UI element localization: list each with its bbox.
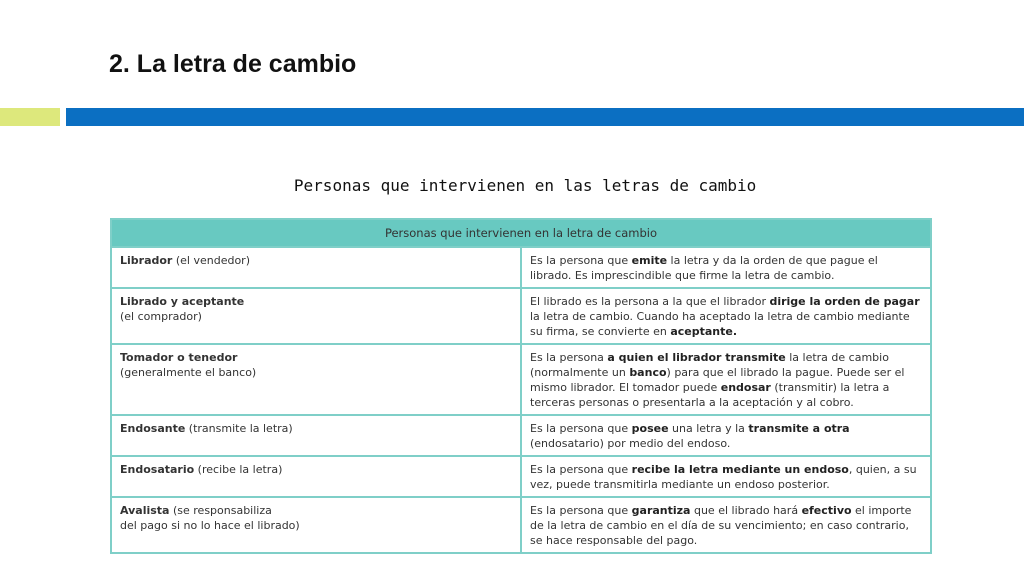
text: (recibe la letra) [194,463,283,476]
bold-text: Librador [120,254,173,267]
text: Es la persona que [530,422,632,435]
text: (el comprador) [120,310,202,323]
text: , quien, a su vez, puede transmitirla mediante un endoso posterior. [530,463,917,491]
description-cell [521,344,931,415]
role-cell [111,456,521,497]
description-cell [521,415,931,456]
bold-text: a quien el librador transmite [607,351,786,364]
text: El librado es la persona a la que el librador [530,295,770,308]
text: (endosatario) por medio del endoso. [530,437,731,450]
table-header-row [111,219,931,247]
text: la letra de cambio (normalmente un [530,351,889,379]
role-cell [111,497,521,553]
text: (se responsabiliza [169,504,272,517]
table-row [111,497,931,553]
description-cell [521,247,931,288]
table-row [111,415,931,456]
bold-text: posee [631,422,669,435]
bold-text: transmite a otra [748,422,850,435]
bold-text: Tomador o tenedor [120,351,238,364]
text: una letra y la [668,422,749,435]
text: (transmitir) la letra a terceras personas o presentarla a la aceptación y al cobro. [530,381,890,409]
bold-text: Librado y aceptante [120,295,245,308]
table-row [111,288,931,344]
table-row [111,344,931,415]
table-caption: Personas que intervienen en las letras de cambio [265,176,757,195]
bold-text: efectivo [801,504,852,517]
bold-text: endosar [720,381,771,394]
bold-text: Endosante [120,422,186,435]
text: (generalmente el banco) [120,366,257,379]
text: (el vendedor) [172,254,250,267]
bold-text: Avalista [120,504,170,517]
table-row [111,247,931,288]
description-cell [521,288,931,344]
bold-text: dirige la orden de pagar [769,295,920,308]
persons-table [110,218,932,554]
bold-text: garantiza [631,504,691,517]
text: Es la persona que [530,504,632,517]
description-cell [521,497,931,553]
text: del pago si no lo hace el librado) [120,519,300,532]
accent-bar-blue [66,108,1024,126]
text: que el librado hará [690,504,802,517]
bold-text: recibe la letra mediante un endoso [631,463,849,476]
role-cell [111,344,521,415]
table-body [111,247,931,553]
bold-text: aceptante. [670,325,738,338]
table-row [111,456,931,497]
text: ) para que el librado la pague. Puede ser el mismo librador. El tomador puede [530,366,905,394]
text: el importe de la letra de cambio en el día de su vencimiento; en caso contrario, se hace responsable del pago. [530,504,912,547]
accent-bar-green [0,108,60,126]
description-cell [521,456,931,497]
text: Es la persona que [530,463,632,476]
persons-table-container [110,218,932,554]
role-cell [111,288,521,344]
role-cell [111,415,521,456]
text: (transmite la letra) [185,422,293,435]
text: Es la persona [530,351,608,364]
table-header: Personas que intervienen en la letra de cambio [111,219,931,247]
role-cell [111,247,521,288]
bold-text: emite [631,254,668,267]
text: la letra y da la orden de que pague el librado. Es imprescindible que firme la letra de cambio. [530,254,878,282]
slide-title: 2. La letra de cambio [109,50,357,78]
bold-text: banco [629,366,667,379]
text: Es la persona que [530,254,632,267]
text: la letra de cambio. Cuando ha aceptado la letra de cambio mediante su firma, se convierte en [530,310,910,338]
bold-text: Endosatario [120,463,195,476]
